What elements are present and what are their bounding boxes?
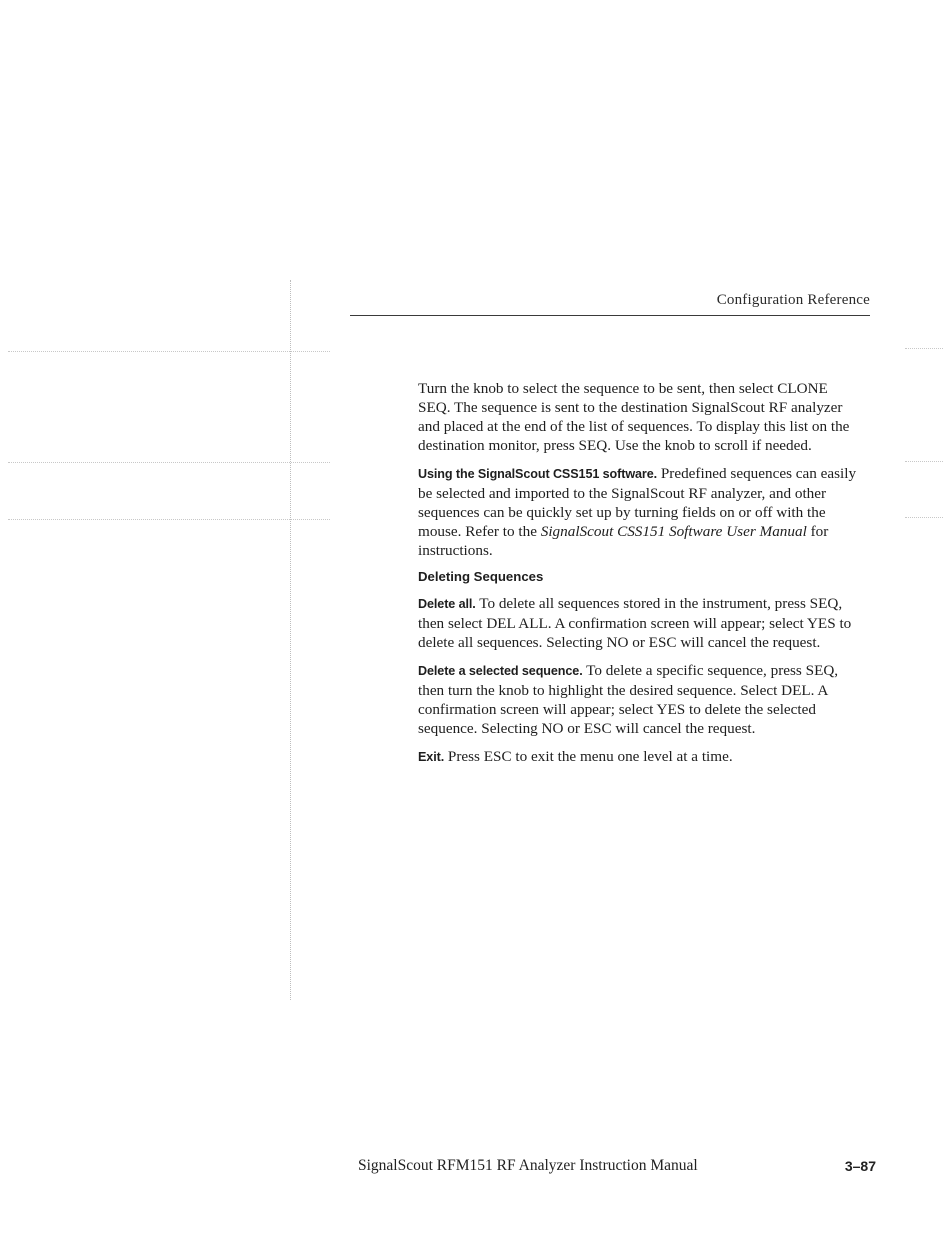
scan-artifact-line <box>905 348 943 349</box>
software-text-before: Predefined sequences can easily be selected and imported to the SignalScout RF analyzer, and other sequences can be quickly set up by turning fields on or off with the mouse. Refer to the <box>418 465 857 540</box>
exit-paragraph <box>418 747 864 767</box>
scan-artifact-line <box>905 517 943 518</box>
page-footer <box>358 1157 876 1179</box>
delete-all-run-in-heading: Delete all. <box>418 597 476 611</box>
software-text-after: for instructions. <box>418 523 829 559</box>
deleting-sequences-heading: Deleting Sequences <box>418 569 544 584</box>
page-number: 3–87 <box>844 1158 876 1174</box>
scan-artifact-line <box>8 351 330 352</box>
software-manual-title: SignalScout CSS151 Software User Manual <box>540 523 807 540</box>
software-run-in-heading: Using the SignalScout CSS151 software. <box>418 467 658 481</box>
footer-manual-title: SignalScout RFM151 RF Analyzer Instruction Manual <box>358 1157 698 1174</box>
scan-artifact-line <box>8 519 330 520</box>
software-paragraph <box>418 464 864 560</box>
exit-text: Press ESC to exit the menu one level at a time. <box>447 748 733 765</box>
clone-paragraph: Turn the knob to select the sequence to be sent, then select CLONE SEQ. The sequence is sent to the destination SignalScout RF analyzer and placed at the end of the list of sequences. To display this list on the destination monitor, press SEQ. Use the knob to scroll if needed. <box>418 380 850 454</box>
header-rule <box>350 315 870 316</box>
delete-selected-paragraph <box>418 661 864 738</box>
delete-selected-run-in-heading: Delete a selected sequence. <box>418 664 583 678</box>
scan-artifact-margin <box>290 280 291 1000</box>
exit-run-in-heading: Exit. <box>418 750 445 764</box>
page-body <box>418 379 864 776</box>
delete-selected-text: To delete a specific sequence, press SEQ, then turn the knob to highlight the desired sequence. Select DEL. A confirmation screen will appear; select YES to delete the selected sequence. Selecting NO or ESC will cancel the request. <box>418 662 839 737</box>
section-title: Configuration Reference <box>716 292 870 308</box>
scan-artifact-line <box>905 461 943 462</box>
scan-artifact-line <box>8 462 330 463</box>
delete-all-text: To delete all sequences stored in the instrument, press SEQ, then select DEL ALL. A confirmation screen will appear; select YES to delete all sequences. Selecting NO or ESC will cancel the request. <box>418 595 852 651</box>
page-header <box>350 292 870 316</box>
delete-all-paragraph <box>418 594 864 652</box>
